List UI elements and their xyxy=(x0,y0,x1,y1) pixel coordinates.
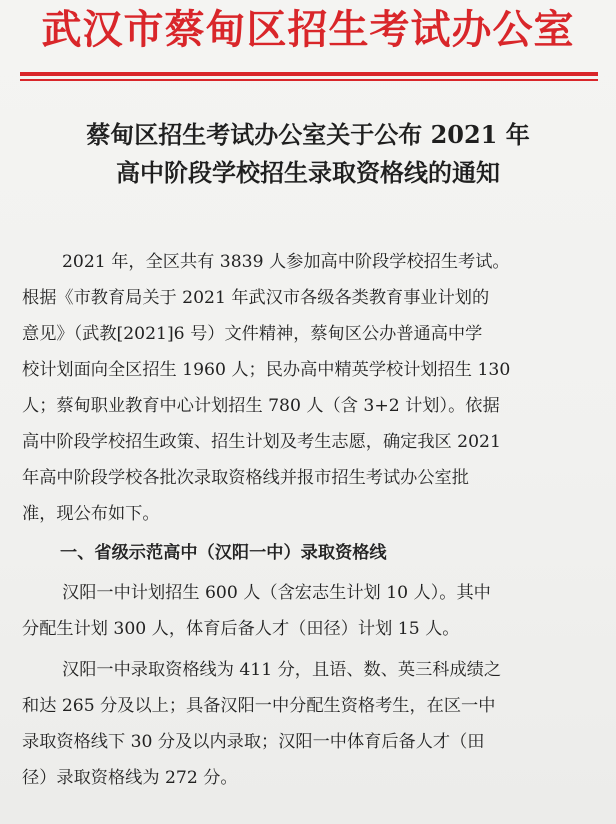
intro-line-8: 准，现公布如下。 xyxy=(22,504,160,524)
section-1-para-2-line-3: 录取资格线下 30 分及以内录取；汉阳一中体育后备人才（田 xyxy=(22,732,485,752)
intro-line-7: 年高中阶段学校各批次录取资格线并报市招生考试办公室批 xyxy=(22,468,469,488)
notice-title-line-2: 高中阶段学校招生录取资格线的通知 xyxy=(116,158,500,187)
notice-title-line-1: 蔡甸区招生考试办公室关于公布 2021 年 xyxy=(86,120,530,149)
intro-line-1: 2021 年，全区共有 3839 人参加高中阶段学校招生考试。 xyxy=(62,252,510,272)
section-1-para-1-line-1: 汉阳一中计划招生 600 人（含宏志生计划 10 人）。其中 xyxy=(62,583,491,603)
section-1-para-2-line-2: 和达 265 分及以上；具备汉阳一中分配生资格考生，在区一中 xyxy=(22,696,496,716)
section-1-para-1-line-2: 分配生计划 300 人，体育后备人才（田径）计划 15 人。 xyxy=(22,619,460,639)
intro-line-6: 高中阶段学校招生政策、招生计划及考生志愿，确定我区 2021 xyxy=(22,432,501,452)
intro-line-2: 根据《市教育局关于 2021 年武汉市各级各类教育事业计划的 xyxy=(22,288,490,308)
letterhead-rule-thick xyxy=(20,72,598,76)
intro-line-4: 校计划面向全区招生 1960 人；民办高中精英学校计划招生 130 xyxy=(22,360,511,380)
section-1-para-2-line-4: 径）录取资格线为 272 分。 xyxy=(22,768,238,788)
intro-line-5: 人；蔡甸职业教育中心计划招生 780 人（含 3+2 计划）。依据 xyxy=(22,396,500,416)
letterhead-title: 武汉市蔡甸区招生考试办公室 xyxy=(41,6,575,53)
section-1-para-2-line-1: 汉阳一中录取资格线为 411 分，且语、数、英三科成绩之 xyxy=(62,660,502,680)
section-1-heading: 一、省级示范高中（汉阳一中）录取资格线 xyxy=(60,543,387,563)
intro-line-3: 意见》（武教[2021]6 号）文件精神，蔡甸区公办普通高中学 xyxy=(22,324,483,344)
letterhead-rule-thin xyxy=(20,79,598,81)
